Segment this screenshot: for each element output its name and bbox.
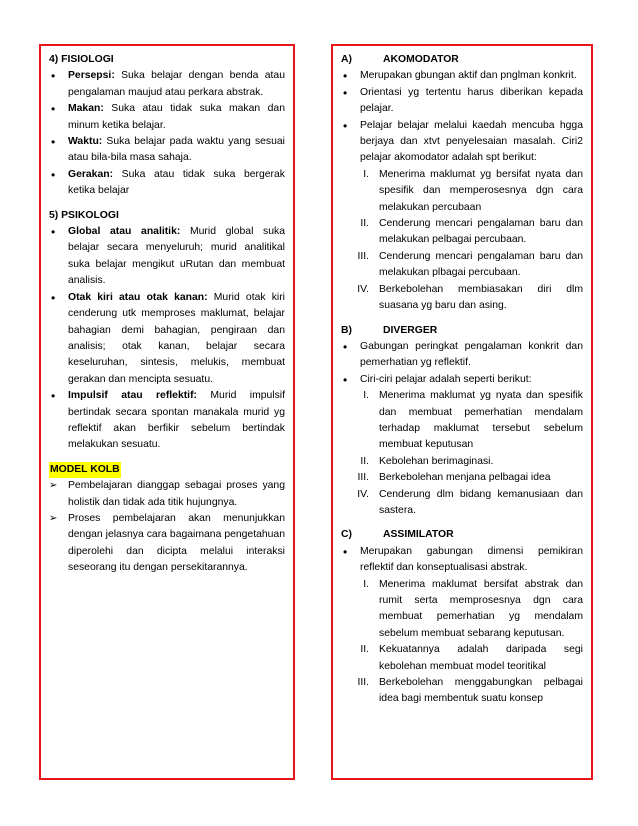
list-item: I. Menerima maklumat yg bersifat nyata dan spesifik dan memperosesnya dgn cara melakukan percubaan	[363, 168, 583, 213]
list-item: • Persepsi: Suka belajar dengan benda atau pengalaman maujud atau perkara abstrak.	[49, 68, 285, 101]
assimilator-numbered	[341, 577, 583, 708]
assimilator-heading: C) ASSIMILATOR	[341, 529, 454, 541]
list-item: II. Kebolehan berimaginasi.	[360, 455, 494, 467]
list-item: IV. Cenderung dlm bidang kemanusiaan dan sastera.	[357, 488, 583, 516]
akomodator-numbered	[341, 167, 583, 315]
psikologi-list	[49, 224, 285, 454]
list-item: • Ciri-ciri pelajar adalah seperti berikut:	[341, 372, 583, 388]
fisiologi-list	[49, 68, 285, 199]
list-item: • Impulsif atau reflektif: Murid impulsif bertindak secara spontan manakala murid yg reflektif akan berfikir sebelum bertindak melakukan sesuatu.	[49, 388, 285, 454]
list-item: III. Berkebolehan menggabungkan pelbagai idea bagi membentuk suatu konsep	[357, 677, 583, 705]
list-item: • Merupakan gabungan dimensi pemikiran reflektif dan konseptualisasi abstrak.	[341, 544, 583, 577]
list-item: • Pelajar belajar melalui kaedah mencuba hgga berjaya dan xtvt penyelesaian masalah. Ciri2 pelajar akomodator adalah spt berikut:	[341, 118, 583, 167]
diverger-numbered	[341, 388, 583, 519]
list-item: • Global atau analitik: Murid global suka belajar secara menyeluruh; murid analitikal suka belajar mengikut uRutan dan membuat analisis.	[49, 224, 285, 290]
list-item: • Gerakan: Suka atau tidak suka bergerak ketika belajar	[49, 167, 285, 200]
list-item: • Makan: Suka atau tidak suka makan dan minum ketika belajar.	[49, 101, 285, 134]
list-item: I. Menerima maklumat yg nyata dan spesifik dan membuat pemerhatian mendalam terhadap maklumat tersebut sebelum membuat keputusan	[363, 390, 583, 451]
model-kolb-heading: MODEL KOLB	[49, 462, 121, 478]
left-column-panel	[39, 44, 295, 780]
list-item: II. Kekuatannya adalah daripada segi kebolehan membuat model teoritikal	[360, 644, 583, 672]
assimilator-bullets	[341, 544, 583, 577]
list-item: • Gabungan peringkat pengalaman konkrit dan pemerhatian yg reflektif.	[341, 339, 583, 372]
list-item: IV. Berkebolehan membiasakan diri dlm suasana yg baru dan asing.	[357, 283, 583, 312]
model-kolb-heading-wrap	[49, 462, 285, 478]
diverger-heading: B) DIVERGER	[341, 324, 438, 336]
list-item: III. Cenderung mencari pengalaman baru dan melakukan plbagai percubaan.	[357, 250, 583, 279]
list-item: ➢ Proses pembelajaran akan menunjukkan dengan jelasnya cara bagaimana pengetahuan diperolehi dan dicipta melalui interaksi seseorang itu dengan persekitarannya.	[49, 511, 285, 577]
list-item: II. Cenderung mencari pengalaman baru dan melakukan pelbagai percubaan.	[360, 218, 583, 246]
left-column-content	[49, 52, 285, 577]
fisiologi-heading: 4) FISIOLOGI	[49, 54, 114, 65]
list-item: III. Berkebolehan menjana pelbagai idea	[357, 472, 551, 484]
list-item: • Orientasi yg tertentu harus diberikan kepada pelajar.	[341, 85, 583, 118]
list-item: • Merupakan gbungan aktif dan pnglman konkrit.	[341, 68, 583, 84]
diverger-bullets	[341, 339, 583, 388]
list-item: • Otak kiri atau otak kanan: Murid otak kiri cenderung utk memproses maklumat, belajar bahagian demi bahagian, pengiraan dan analisis; otak kanan, belajar secara keseluruhan, sintesis, melukis, membuat gerakan dan mencipta sesuatu.	[49, 290, 285, 388]
right-column-panel	[331, 44, 593, 780]
list-item: • Waktu: Suka belajar pada waktu yang sesuai atau bila-bila masa sahaja.	[49, 134, 285, 167]
list-item: ➢ Pembelajaran dianggap sebagai proses yang holistik dan tidak ada titik hujungnya.	[49, 478, 285, 511]
psikologi-heading: 5) PSIKOLOGI	[49, 209, 119, 221]
right-column-content	[341, 52, 583, 708]
list-item: I. Menerima maklumat bersifat abstrak dan rumit serta memprosesnya dgn cara membuat pemerhatian yg mendalam sebelum membuat sebarang keputusan.	[363, 578, 583, 639]
kolb-list	[49, 478, 285, 576]
akomodator-heading: A) AKOMODATOR	[341, 54, 459, 65]
akomodator-bullets	[341, 68, 583, 166]
